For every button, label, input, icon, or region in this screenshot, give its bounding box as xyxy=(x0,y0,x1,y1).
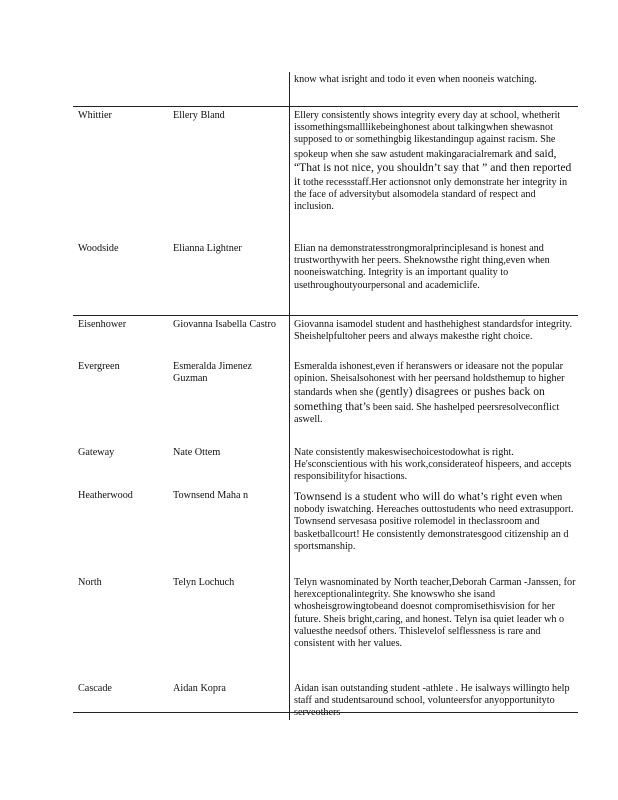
school-cell: Cascade xyxy=(78,683,112,694)
description-text-continued: been said. She hashelped peersresolveconflict aswell. xyxy=(294,401,560,425)
student-cell: Elianna Lightner xyxy=(173,243,242,254)
student-cell: Esmeralda Jimenez Guzman xyxy=(173,361,252,385)
description-cell xyxy=(294,490,578,553)
description-cell: Aidan isan outstanding student -athlete . He isalways willingto help staff and studentsaround school, volunteersfor anyopportunityto serveothers xyxy=(294,683,570,719)
table-bottom-border xyxy=(73,712,578,713)
school-cell: Evergreen xyxy=(78,361,120,372)
school-cell: North xyxy=(78,577,102,588)
description-cell: Nate consistently makeswisechoicestodowhat is right. He'sconscientious with his work,considerateof hispeers, and accepts responsibilityfor hisactions. xyxy=(294,447,572,483)
description-cell: Elian na demonstratesstrongmoralprinciplesand is honest and trustworthywith her peers. Sheknowsthe right thing,even when nooneiswatching. Integrity is an important quality to usethroughoutyourpersonal and academiclife. xyxy=(294,243,550,291)
student-cell: Nate Ottem xyxy=(173,447,221,458)
student-cell: Giovanna Isabella Castro xyxy=(173,319,276,330)
table-row xyxy=(73,106,578,240)
description-cell: Telyn wasnominated by North teacher,Deborah Carman -Janssen, for herexceptionalintegrity. She knowswho she isand whosheisgrowingtobeand doesnot compromisethisvision for her future. Sheis bright,caring, and honest. Telyn isa quiet leader wh o valuesthe needsof others. Thislevelof selflessness is rare and consistent with her values. xyxy=(294,577,576,650)
nominee-table xyxy=(73,72,578,720)
description-cell: know what isright and todo it even when nooneis watching. xyxy=(294,74,537,85)
student-cell: Telyn Lochuch xyxy=(173,577,235,588)
student-cell: Townsend Maha n xyxy=(173,490,249,501)
description-emphasis: Townsend is a student who will do what’s right even xyxy=(294,490,538,503)
table-row xyxy=(73,358,578,444)
school-cell: Heatherwood xyxy=(78,490,133,501)
description-emphasis: (gently) disagrees or pushes back on something that’s xyxy=(294,385,545,413)
description-text: Ellery consistently shows integrity every day at school, whetherit issomethingsmalllikebeinghonest about talkingwhen shewasnot supposed to or somethingbig likestandingup against racism. She spokeup when she saw astudent makingaracialremark xyxy=(294,110,561,160)
description-text-continued: tothe recessstaff.Her actionsnot only demonstrate her integrity in the face of adversitybut alsomodela standard of respect and inclusion. xyxy=(294,177,568,213)
table-row xyxy=(73,444,578,487)
school-cell: Eisenhower xyxy=(78,319,127,330)
student-cell: Ellery Bland xyxy=(173,110,225,121)
description-text: Esmeralda ishonest,even if heranswers or ideasare not the popular opinion. Sheisalsohonest with her peersand holdsthemup to higher standards when she xyxy=(294,361,565,399)
table-row xyxy=(73,574,578,680)
table-row xyxy=(73,315,578,358)
table-row xyxy=(73,240,578,315)
table-row xyxy=(73,72,578,106)
table-row xyxy=(73,680,578,720)
school-cell: Gateway xyxy=(78,447,115,458)
description-cell xyxy=(294,110,578,214)
school-cell: Woodside xyxy=(78,243,119,254)
student-cell: Aidan Kopra xyxy=(173,683,226,694)
table-row xyxy=(73,487,578,574)
school-cell: Whittier xyxy=(78,110,112,121)
description-emphasis: and said, “That is not nice, you shouldn’t say that ” and then reported it xyxy=(294,146,572,189)
description-cell xyxy=(294,361,578,426)
description-cell: Giovanna isamodel student and hasthehighest standardsfor integrity. Sheishelpfultoher peers and always makesthe right choice. xyxy=(294,319,573,343)
description-text-continued: when nobody iswatching. Hereaches outtostudents who need extrasupport. Townsend servesasa positive rolemodel in theclassroom and basketballcourt! He consistently demonstratesgood citizenship an d sportsmanship. xyxy=(294,492,574,552)
